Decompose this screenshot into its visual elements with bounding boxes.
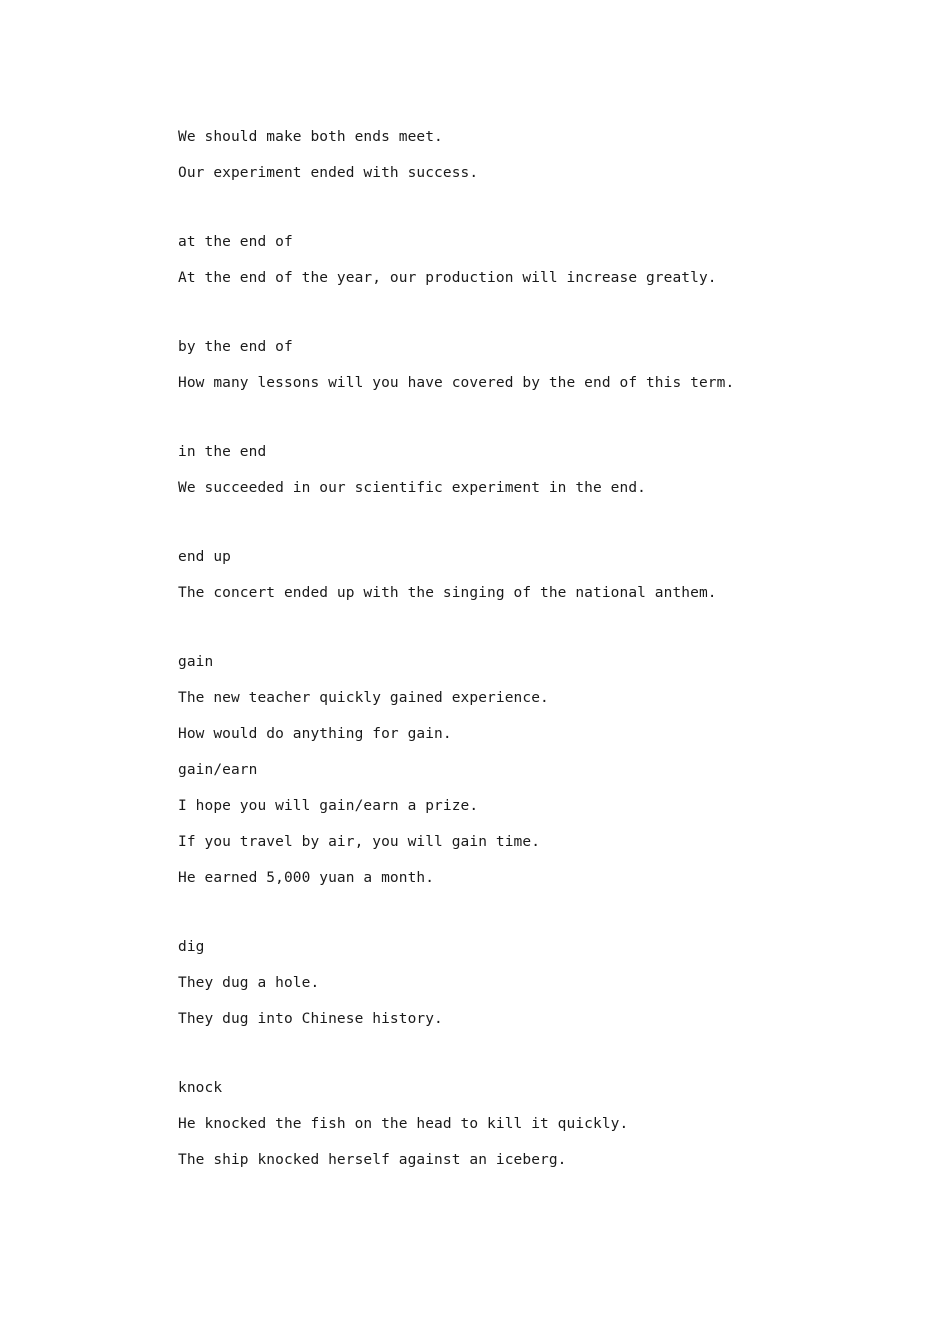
example-sentence: Our experiment ended with success.: [178, 165, 479, 181]
paragraph-gap: [178, 513, 878, 546]
example-sentence: He knocked the fish on the head to kill it quickly.: [178, 1116, 629, 1132]
word-heading: dig: [178, 939, 205, 955]
phrase-heading: end up: [178, 549, 231, 565]
word-heading: gain/earn: [178, 762, 258, 778]
example-sentence: He earned 5,000 yuan a month.: [178, 870, 435, 886]
example-sentence: The ship knocked herself against an iceberg.: [178, 1152, 567, 1168]
example-sentence: I hope you will gain/earn a prize.: [178, 798, 479, 814]
example-sentence: We succeeded in our scientific experiment in the end.: [178, 480, 646, 496]
paragraph-gap: [178, 903, 878, 936]
example-sentence: If you travel by air, you will gain time.: [178, 834, 541, 850]
example-sentence: We should make both ends meet.: [178, 129, 443, 145]
example-sentence: They dug into Chinese history.: [178, 1011, 443, 1027]
document-body: [178, 126, 878, 1185]
phrase-heading: in the end: [178, 444, 267, 460]
word-heading: gain: [178, 654, 214, 670]
example-sentence: The concert ended up with the singing of the national anthem.: [178, 585, 717, 601]
example-sentence: How many lessons will you have covered by the end of this term.: [178, 375, 735, 391]
example-sentence: How would do anything for gain.: [178, 726, 452, 742]
paragraph-gap: [178, 1044, 878, 1077]
paragraph-gap: [178, 618, 878, 651]
phrase-heading: by the end of: [178, 339, 293, 355]
example-sentence: The new teacher quickly gained experience.: [178, 690, 549, 706]
example-sentence: They dug a hole.: [178, 975, 320, 991]
paragraph-gap: [178, 408, 878, 441]
phrase-heading: at the end of: [178, 234, 293, 250]
word-heading: knock: [178, 1080, 223, 1096]
paragraph-gap: [178, 198, 878, 231]
paragraph-gap: [178, 303, 878, 336]
example-sentence: At the end of the year, our production will increase greatly.: [178, 270, 717, 286]
